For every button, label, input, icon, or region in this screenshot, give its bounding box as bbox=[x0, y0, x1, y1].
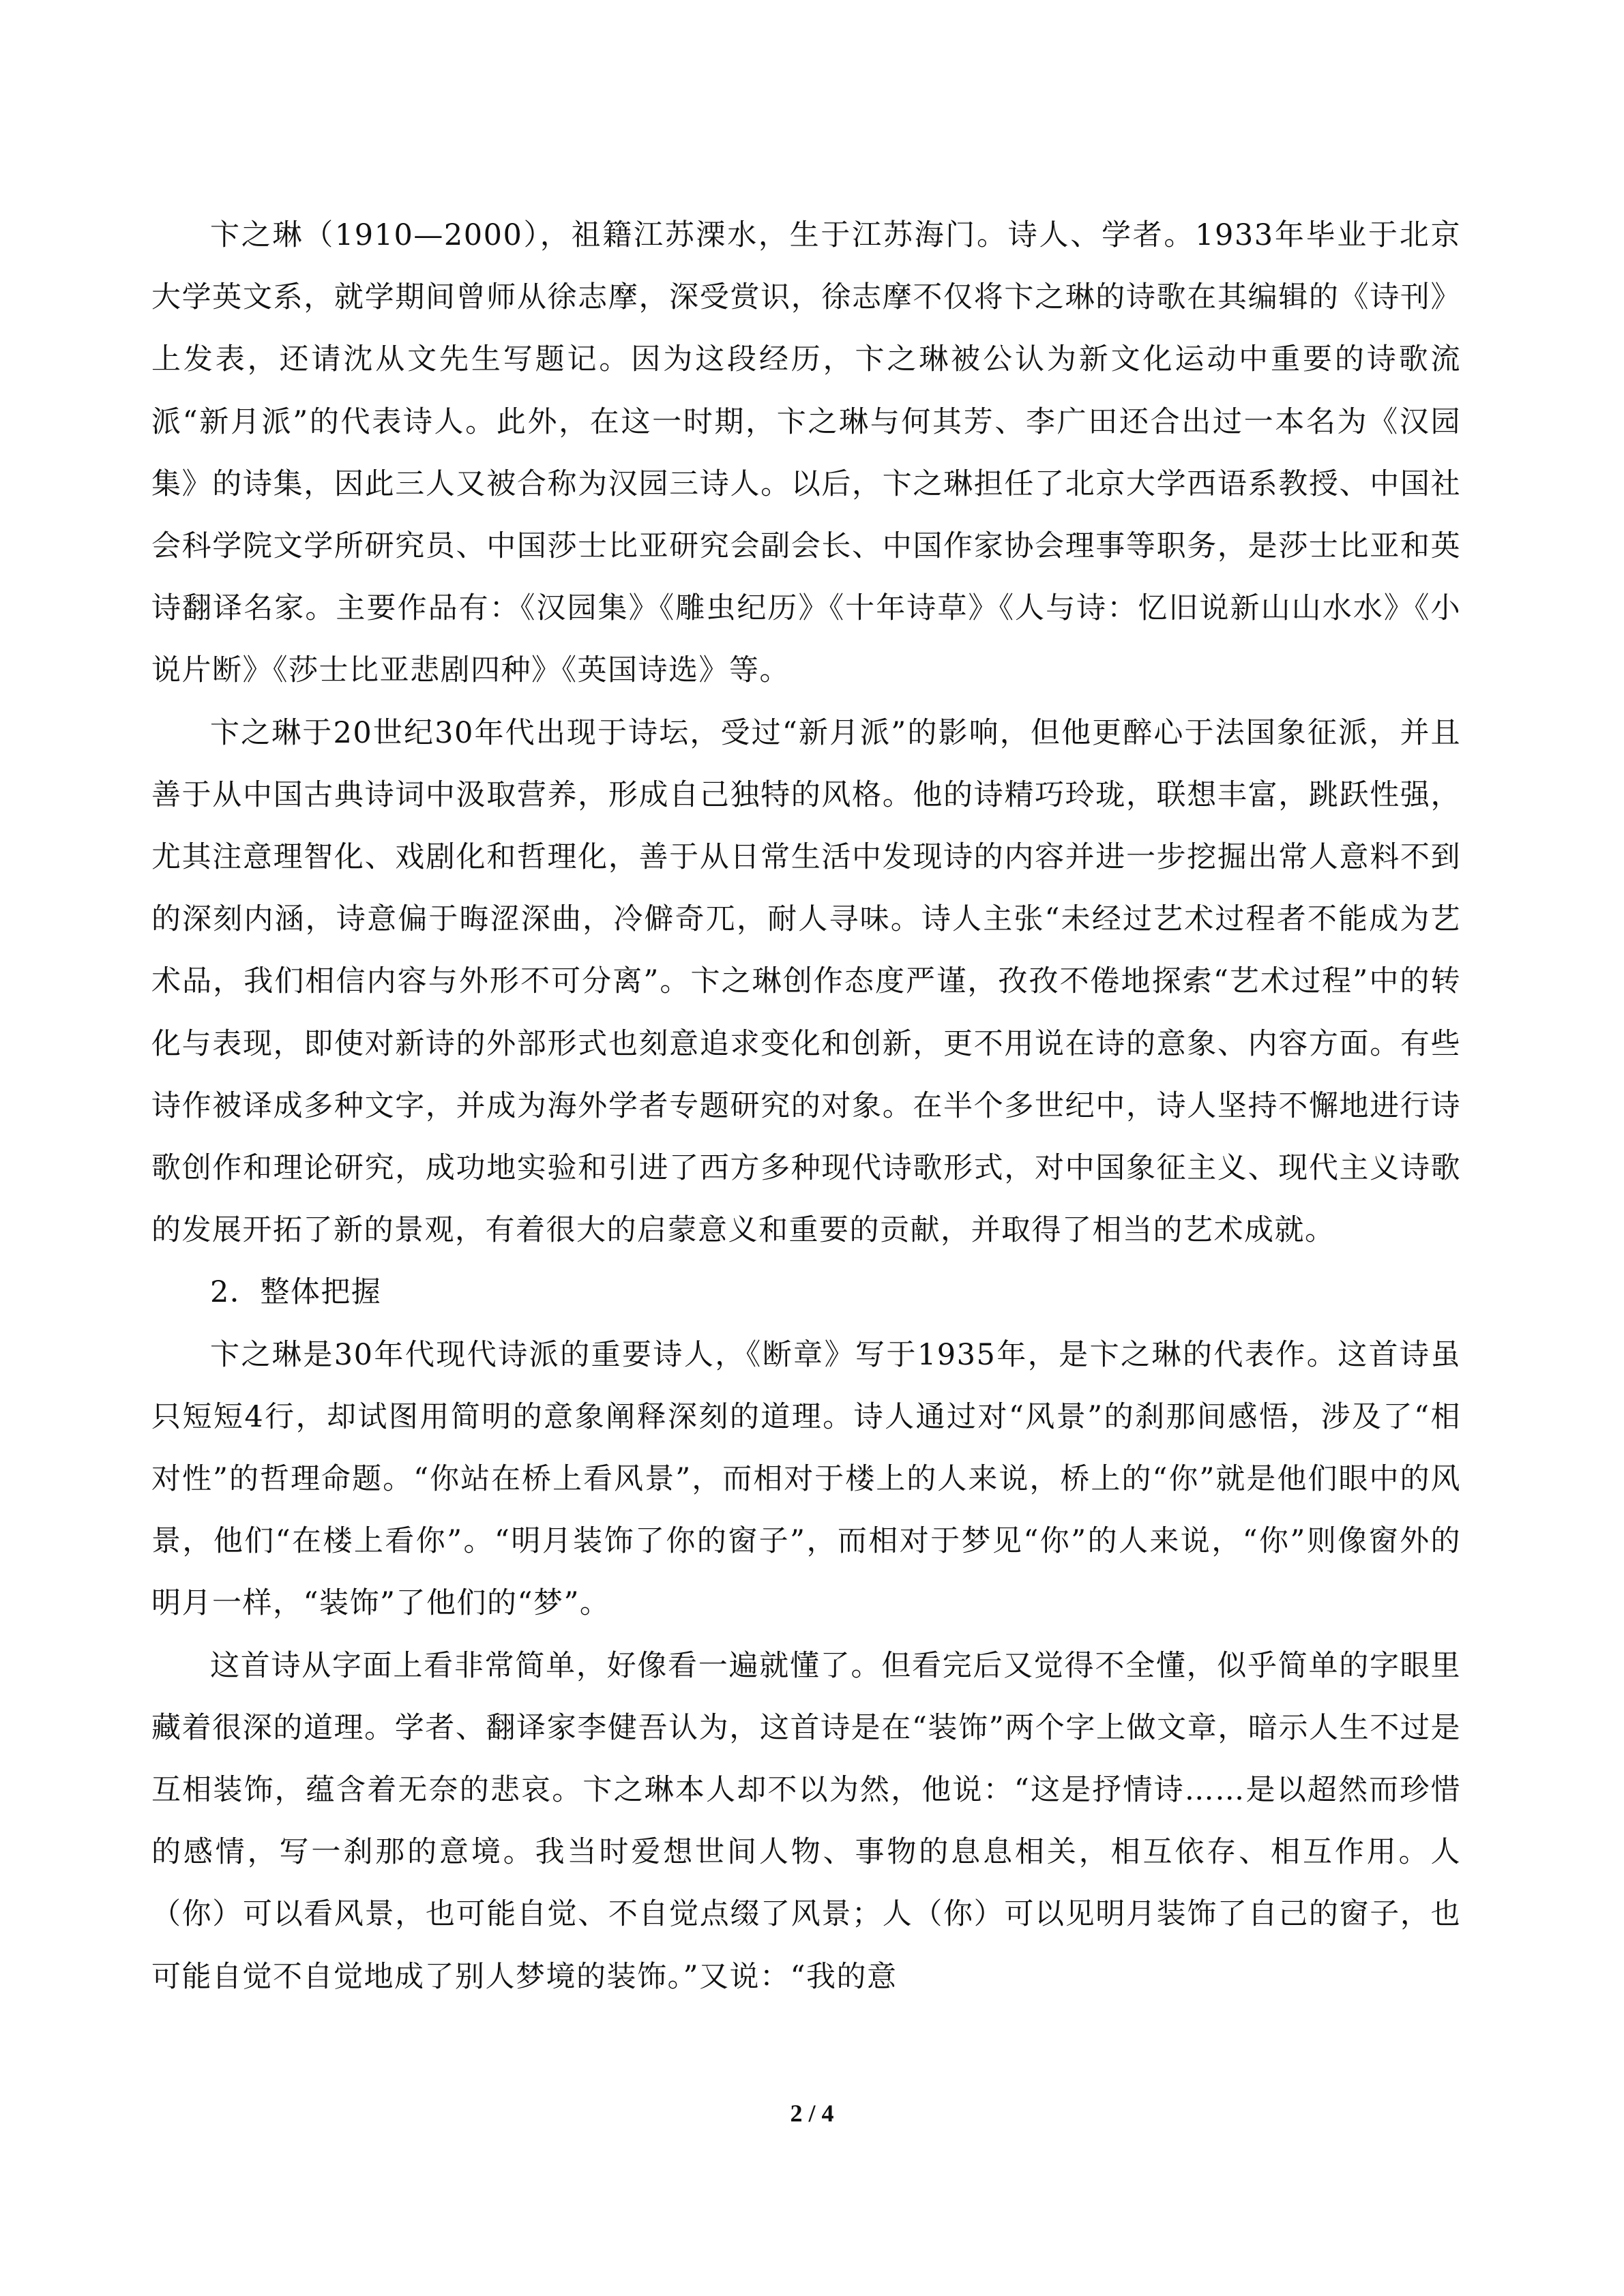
page-number: 2 / 4 bbox=[790, 2100, 834, 2127]
paragraph-poetic-style: 卞之琳于20世纪30年代出现于诗坛，受过“新月派”的影响，但他更醉心于法国象征派，并且善于从中国古典诗词中汲取营养，形成自己独特的风格。他的诗精巧玲珑，联想丰富，跳跃性强，尤其注意理智化、戏剧化和哲理化，善于从日常生活中发现诗的内容并进一步挖掘出常人意料不到的深刻内涵，诗意偏于晦涩深曲，冷僻奇兀，耐人寻味。诗人主张“未经过艺术过程者不能成为艺术品，我们相信内容与外形不可分离”。卞之琳创作态度严谨，孜孜不倦地探索“艺术过程”中的转化与表现，即使对新诗的外部形式也刻意追求变化和创新，更不用说在诗的意象、内容方面。有些诗作被译成多种文字，并成为海外学者专题研究的对象。在半个多世纪中，诗人坚持不懈地进行诗歌创作和理论研究，成功地实验和引进了西方多种现代诗歌形式，对中国象征主义、现代主义诗歌的发展开拓了新的景观，有着很大的启蒙意义和重要的贡献，并取得了相当的艺术成就。 bbox=[151, 715, 1461, 1248]
body-text bbox=[151, 205, 1461, 2008]
section-heading: 2．整体把握 bbox=[210, 1275, 382, 1310]
paragraph-author-bio: 卞之琳（1910—2000），祖籍江苏溧水，生于江苏海门。诗人、学者。1933年毕业于北京大学英文系，就学期间曾师从徐志摩，深受赏识，徐志摩不仅将卞之琳的诗歌在其编辑的《诗刊》上发表，还请沈从文先生写题记。因为这段经历，卞之琳被公认为新文化运动中重要的诗歌流派“新月派”的代表诗人。此外，在这一时期，卞之琳与何其芳、李广田还合出过一本名为《汉园集》的诗集，因此三人又被合称为汉园三诗人。以后，卞之琳担任了北京大学西语系教授、中国社会科学院文学所研究员、中国莎士比亚研究会副会长、中国作家协会理事等职务，是莎士比亚和英诗翻译名家。主要作品有：《汉园集》《雕虫纪历》《十年诗草》《人与诗：忆旧说新山山水水》《小说片断》《莎士比亚悲剧四种》《英国诗选》等。 bbox=[151, 218, 1461, 688]
paragraph-overall-grasp: 卞之琳是30年代现代诗派的重要诗人，《断章》写于1935年，是卞之琳的代表作。这首诗虽只短短4行，却试图用简明的意象阐释深刻的道理。诗人通过对“风景”的刹那间感悟，涉及了“相对性”的哲理命题。“你站在桥上看风景”，而相对于楼上的人来说，桥上的“你”就是他们眼中的风景，他们“在楼上看你”。“明月装饰了你的窗子”，而相对于梦见“你”的人来说，“你”则像窗外的明月一样，“装饰”了他们的“梦”。 bbox=[151, 1337, 1461, 1621]
paragraph-interpretation: 这首诗从字面上看非常简单，好像看一遍就懂了。但看完后又觉得不全懂，似乎简单的字眼里藏着很深的道理。学者、翻译家李健吾认为，这首诗是在“装饰”两个字上做文章，暗示人生不过是互相装饰，蕴含着无奈的悲哀。卞之琳本人却不以为然，他说：“这是抒情诗……是以超然而珍惜的感情，写一刹那的意境。我当时爱想世间人物、事物的息息相关，相互依存、相互作用。人（你）可以看风景，也可能自觉、不自觉点缀了风景；人（你）可以见明月装饰了自己的窗子，也可能自觉不自觉地成了别人梦境的装饰。”又说：“我的意 bbox=[151, 1648, 1461, 1994]
